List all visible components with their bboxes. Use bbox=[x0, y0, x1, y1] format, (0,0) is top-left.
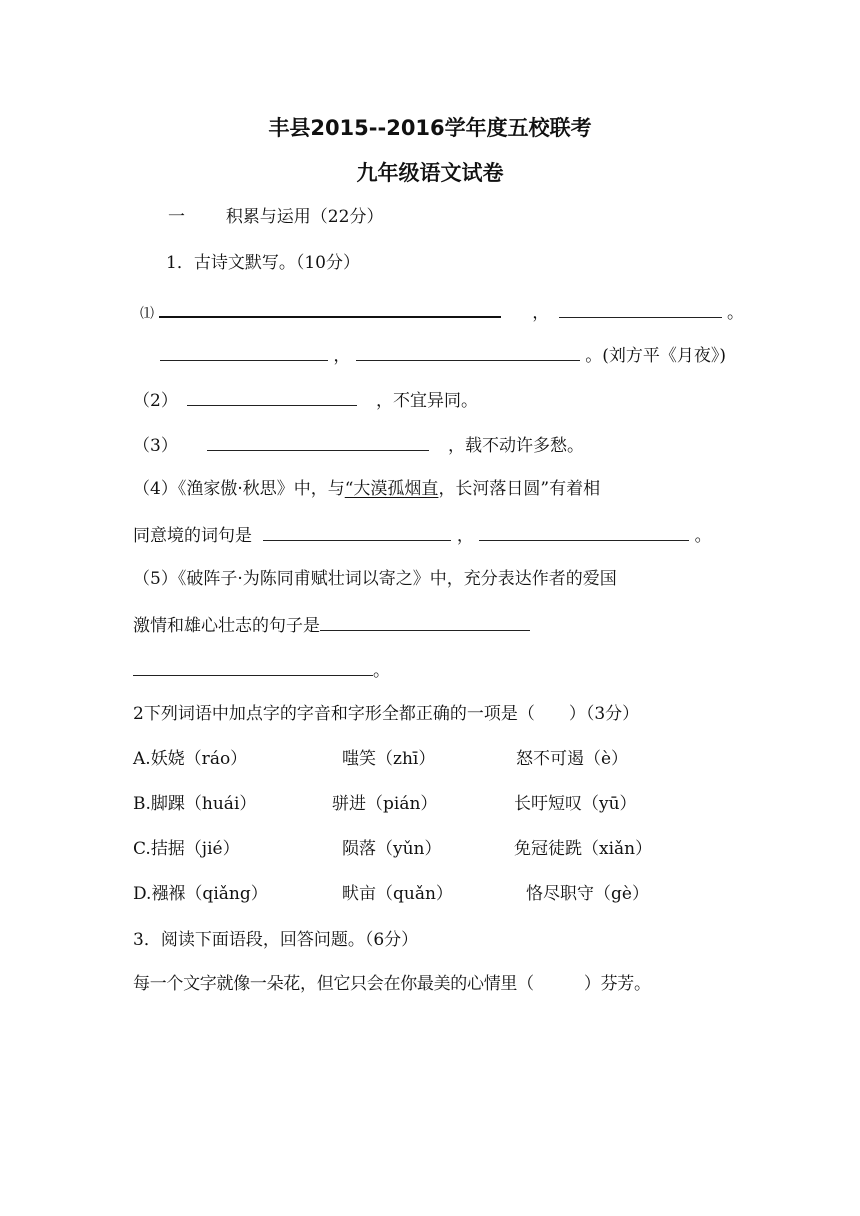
q1-item5-line2-text: 激情和雄心壮志的句子是 bbox=[133, 616, 320, 636]
punctuation: ， bbox=[333, 346, 351, 366]
q1-item2-text: ，不宜异同。 bbox=[376, 391, 479, 411]
q2-option-d-word2: 畎亩（quǎn） bbox=[342, 884, 453, 904]
q2-option-a-word3: 怒不可遏（è） bbox=[516, 749, 629, 769]
punctuation: ， bbox=[456, 526, 474, 546]
answer-blank[interactable] bbox=[160, 343, 328, 361]
option-word-1: 脚踝（huái） bbox=[150, 794, 257, 814]
q1-item4-line2-text: 同意境的词句是 bbox=[133, 526, 252, 546]
answer-blank[interactable] bbox=[320, 613, 530, 631]
q1-item4-line1 bbox=[133, 478, 600, 500]
q2-option-c[interactable] bbox=[133, 838, 240, 860]
q1-item1-line1 bbox=[140, 299, 744, 325]
section-label: 积累与运用（22分） bbox=[225, 207, 384, 227]
q2-option-c-word3: 免冠徒跣（xiǎn） bbox=[514, 839, 653, 859]
q2-option-b[interactable] bbox=[133, 793, 256, 815]
section-number: 一 bbox=[168, 207, 185, 227]
q1-item5-line2 bbox=[133, 613, 530, 637]
answer-blank[interactable] bbox=[187, 388, 357, 406]
option-label: B. bbox=[133, 794, 151, 814]
answer-blank[interactable] bbox=[356, 343, 580, 361]
exam-title-line2: 九年级语文试卷 bbox=[356, 161, 504, 185]
option-word-1: 拮据（jié） bbox=[150, 839, 240, 859]
answer-blank[interactable] bbox=[479, 523, 689, 541]
q1-item2-number: （2） bbox=[133, 391, 178, 411]
exam-title-line1: 丰县2015--2016学年度五校联考 bbox=[268, 116, 592, 140]
option-word-1: 妖娆（ráo） bbox=[150, 749, 248, 769]
q1-item1-number: ⑴ bbox=[140, 306, 154, 322]
q2-option-d-word3: 恪尽职守（gè） bbox=[526, 884, 649, 904]
option-label: C. bbox=[133, 839, 151, 859]
q1-item4-quote: “大漠孤烟直 bbox=[344, 479, 439, 499]
q1-item4-prefix: （4）《渔家傲·秋思》中，与 bbox=[133, 479, 345, 499]
section-heading bbox=[168, 206, 383, 228]
q2-option-a-word2: 嗤笑（zhī） bbox=[342, 749, 436, 769]
answer-blank[interactable] bbox=[559, 300, 722, 318]
q1-item2 bbox=[133, 388, 478, 412]
question-2-stem: 2下列词语中加点字的字音和字形全都正确的一项是（ ）（3分） bbox=[133, 704, 640, 724]
question-3-heading: 3．阅读下面语段，回答问题。（6分） bbox=[133, 930, 419, 950]
answer-blank[interactable] bbox=[263, 523, 451, 541]
q1-item4-line2 bbox=[133, 523, 712, 547]
punctuation: 。 bbox=[727, 303, 745, 323]
q2-option-d[interactable] bbox=[133, 883, 268, 905]
q2-option-b-word3: 长吁短叹（yū） bbox=[514, 794, 637, 814]
q1-item5-line3 bbox=[133, 658, 390, 682]
q2-option-b-word2: 骈进（pián） bbox=[332, 794, 438, 814]
question-1-heading: 1．古诗文默写。（10分） bbox=[166, 253, 360, 273]
option-label: A. bbox=[133, 749, 151, 769]
q1-item3 bbox=[133, 433, 584, 457]
punctuation: 。 bbox=[694, 526, 712, 546]
q1-item1-line2 bbox=[160, 343, 726, 367]
q1-item5-line1: （5）《破阵子·为陈同甫赋壮词以寄之》中，充分表达作者的爱国 bbox=[133, 569, 617, 589]
q2-option-c-word2: 陨落（yǔn） bbox=[342, 839, 442, 859]
q2-option-a[interactable] bbox=[133, 748, 247, 770]
answer-blank[interactable] bbox=[207, 433, 429, 451]
option-label: D. bbox=[133, 884, 152, 904]
answer-blank[interactable] bbox=[159, 299, 501, 318]
option-word-1: 襁褓（qiǎng） bbox=[151, 884, 268, 904]
source-citation: 。(刘方平《月夜》) bbox=[585, 346, 726, 366]
q3-passage-line1: 每一个文字就像一朵花，但它只会在你最美的心情里（ ）芬芳。 bbox=[133, 974, 651, 994]
punctuation: 。 bbox=[373, 661, 390, 681]
q1-item3-text: ，载不动许多愁。 bbox=[448, 436, 585, 456]
q1-item4-suffix: ，长河落日圆”有着相 bbox=[438, 479, 601, 499]
q1-item3-number: （3） bbox=[133, 436, 178, 456]
answer-blank[interactable] bbox=[133, 658, 373, 676]
punctuation: ， bbox=[532, 303, 550, 323]
